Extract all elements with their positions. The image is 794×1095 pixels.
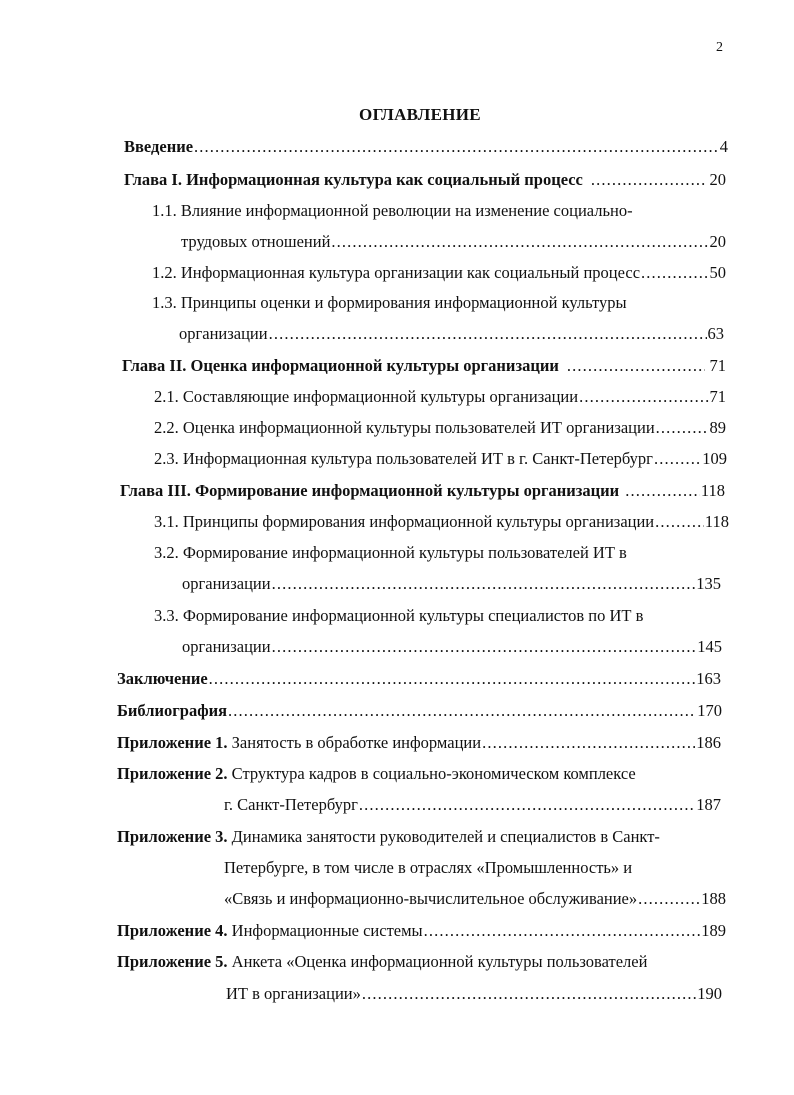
leader-dots bbox=[331, 231, 708, 253]
toc-entry-text: Глава II. Оценка информационной культуры организации bbox=[122, 356, 559, 375]
appendix-label: Приложение 5. bbox=[117, 952, 228, 971]
toc-entry-appendix-3-line3 bbox=[224, 888, 726, 910]
toc-entry-text: организации bbox=[182, 637, 271, 656]
toc-entry-appendix-4 bbox=[117, 920, 726, 942]
leader-dots bbox=[655, 511, 704, 533]
toc-entry-text: Анкета «Оценка информационной культуры пользователей bbox=[227, 952, 648, 971]
toc-page-number: 63 bbox=[707, 324, 724, 343]
toc-entry-1-1-line1: 1.1. Влияние информационной революции на изменение социально- bbox=[152, 201, 633, 220]
toc-page-number: 188 bbox=[701, 889, 726, 908]
toc-page-number: 135 bbox=[696, 574, 721, 593]
toc-page-number: 71 bbox=[709, 356, 726, 375]
toc-title: ОГЛАВЛЕНИЕ bbox=[359, 105, 481, 124]
toc-page-number: 4 bbox=[719, 137, 728, 156]
leader-dots bbox=[228, 700, 696, 722]
leader-dots bbox=[269, 323, 707, 345]
appendix-label: Приложение 1. bbox=[117, 733, 228, 752]
toc-entry-3-3-line2 bbox=[182, 636, 722, 658]
toc-entry-text: «Связь и информационно-вычислительное обслуживание» bbox=[224, 889, 638, 908]
toc-page-number: 20 bbox=[709, 170, 726, 189]
leader-dots bbox=[638, 888, 700, 910]
toc-entry-text: организации bbox=[179, 324, 268, 343]
toc-page-number: 190 bbox=[697, 984, 722, 1003]
toc-entry-appendix-3-line2: Петербурге, в том числе в отраслях «Промышленность» и bbox=[224, 858, 633, 877]
toc-entry-appendix-2-line1 bbox=[117, 763, 636, 785]
toc-entry-text: Информационные системы bbox=[227, 921, 423, 940]
toc-page-number: 170 bbox=[697, 701, 722, 720]
toc-entry-appendix-2-line2 bbox=[224, 794, 721, 816]
toc-entry-appendix-5-line1 bbox=[117, 951, 647, 973]
toc-entry-1-3-line2 bbox=[179, 323, 724, 345]
toc-entry-1-3-line1: 1.3. Принципы оценки и формирования информационной культуры bbox=[152, 293, 627, 312]
toc-page-number: 145 bbox=[697, 637, 722, 656]
toc-entry-text: Динамика занятости руководителей и специалистов в Санкт- bbox=[227, 827, 660, 846]
toc-entry-text: трудовых отношений bbox=[181, 232, 331, 251]
toc-entry-intro bbox=[124, 136, 728, 158]
toc-entry-3-2-line1: 3.2. Формирование информационной культуры пользователей ИТ в bbox=[154, 543, 627, 562]
toc-entry-3-1 bbox=[154, 511, 729, 533]
toc-entry-appendix-5-line2 bbox=[226, 983, 722, 1005]
appendix-label: Приложение 3. bbox=[117, 827, 228, 846]
toc-entry-chapter-3 bbox=[120, 480, 725, 502]
toc-page-number: 189 bbox=[701, 921, 726, 940]
toc-entry-text: Заключение bbox=[117, 669, 208, 688]
toc-entry-text: 2.2. Оценка информационной культуры пользователей ИТ организации bbox=[154, 418, 655, 437]
toc-entry-text: Библиография bbox=[117, 701, 228, 720]
leader-dots bbox=[656, 417, 709, 439]
toc-entry-text: Занятость в обработке информации bbox=[227, 733, 482, 752]
toc-page-number: 118 bbox=[700, 481, 725, 500]
leader-dots bbox=[359, 794, 695, 816]
toc-page-number: 187 bbox=[696, 795, 721, 814]
toc-entry-3-3-line1: 3.3. Формирование информационной культуры специалистов по ИТ в bbox=[154, 606, 644, 625]
toc-entry-text: Структура кадров в социально-экономическом комплексе bbox=[227, 764, 636, 783]
leader-dots bbox=[194, 136, 719, 158]
leader-dots bbox=[625, 480, 700, 502]
toc-entry-text: организации bbox=[182, 574, 271, 593]
leader-dots bbox=[362, 983, 696, 1005]
toc-entry-1-2 bbox=[152, 262, 726, 284]
appendix-label: Приложение 4. bbox=[117, 921, 228, 940]
leader-dots bbox=[641, 262, 708, 284]
toc-page-number: 186 bbox=[696, 733, 721, 752]
toc-entry-text: 2.3. Информационная культура пользователей ИТ в г. Санкт-Петербург bbox=[154, 449, 653, 468]
toc-entry-3-2-line2 bbox=[182, 573, 721, 595]
leader-dots bbox=[482, 732, 695, 754]
toc-page-number: 109 bbox=[702, 449, 727, 468]
leader-dots bbox=[272, 573, 696, 595]
toc-page-number: 20 bbox=[709, 232, 726, 251]
toc-page-number: 71 bbox=[709, 387, 726, 406]
toc-page-number: 89 bbox=[709, 418, 726, 437]
toc-entry-1-1-line2 bbox=[181, 231, 726, 253]
leader-dots bbox=[424, 920, 701, 942]
toc-entry-2-1 bbox=[154, 386, 726, 408]
toc-entry-2-2 bbox=[154, 417, 726, 439]
toc-entry-conclusion bbox=[117, 668, 721, 690]
toc-page-number: 50 bbox=[709, 263, 726, 282]
toc-entry-text: г. Санкт-Петербург bbox=[224, 795, 358, 814]
toc-entry-chapter-1 bbox=[124, 169, 726, 191]
toc-entry-appendix-3-line1 bbox=[117, 826, 660, 848]
toc-entry-text: 2.1. Составляющие информационной культуры организации bbox=[154, 387, 579, 406]
page-number: 2 bbox=[716, 40, 723, 55]
leader-dots bbox=[579, 386, 708, 408]
leader-dots bbox=[654, 448, 701, 470]
toc-page-number: 163 bbox=[696, 669, 721, 688]
leader-dots bbox=[272, 636, 697, 658]
toc-entry-text: Глава III. Формирование информационной культуры организации bbox=[120, 481, 620, 500]
toc-entry-text: 3.1. Принципы формирования информационной культуры организации bbox=[154, 512, 655, 531]
leader-dots bbox=[209, 668, 696, 690]
toc-entry-appendix-1 bbox=[117, 732, 721, 754]
toc-entry-text: 1.2. Информационная культура организации как социальный процесс bbox=[152, 263, 641, 282]
leader-dots bbox=[591, 169, 705, 191]
leader-dots bbox=[567, 355, 705, 377]
toc-entry-bibliography bbox=[117, 700, 722, 722]
toc-entry-text: Глава I. Информационная культура как социальный процесс bbox=[124, 170, 583, 189]
appendix-label: Приложение 2. bbox=[117, 764, 228, 783]
toc-entry-2-3 bbox=[154, 448, 727, 470]
toc-entry-chapter-2 bbox=[122, 355, 726, 377]
toc-entry-text: ИТ в организации» bbox=[226, 984, 361, 1003]
toc-page-number: 118 bbox=[704, 512, 729, 531]
toc-entry-text: Введение bbox=[124, 137, 194, 156]
